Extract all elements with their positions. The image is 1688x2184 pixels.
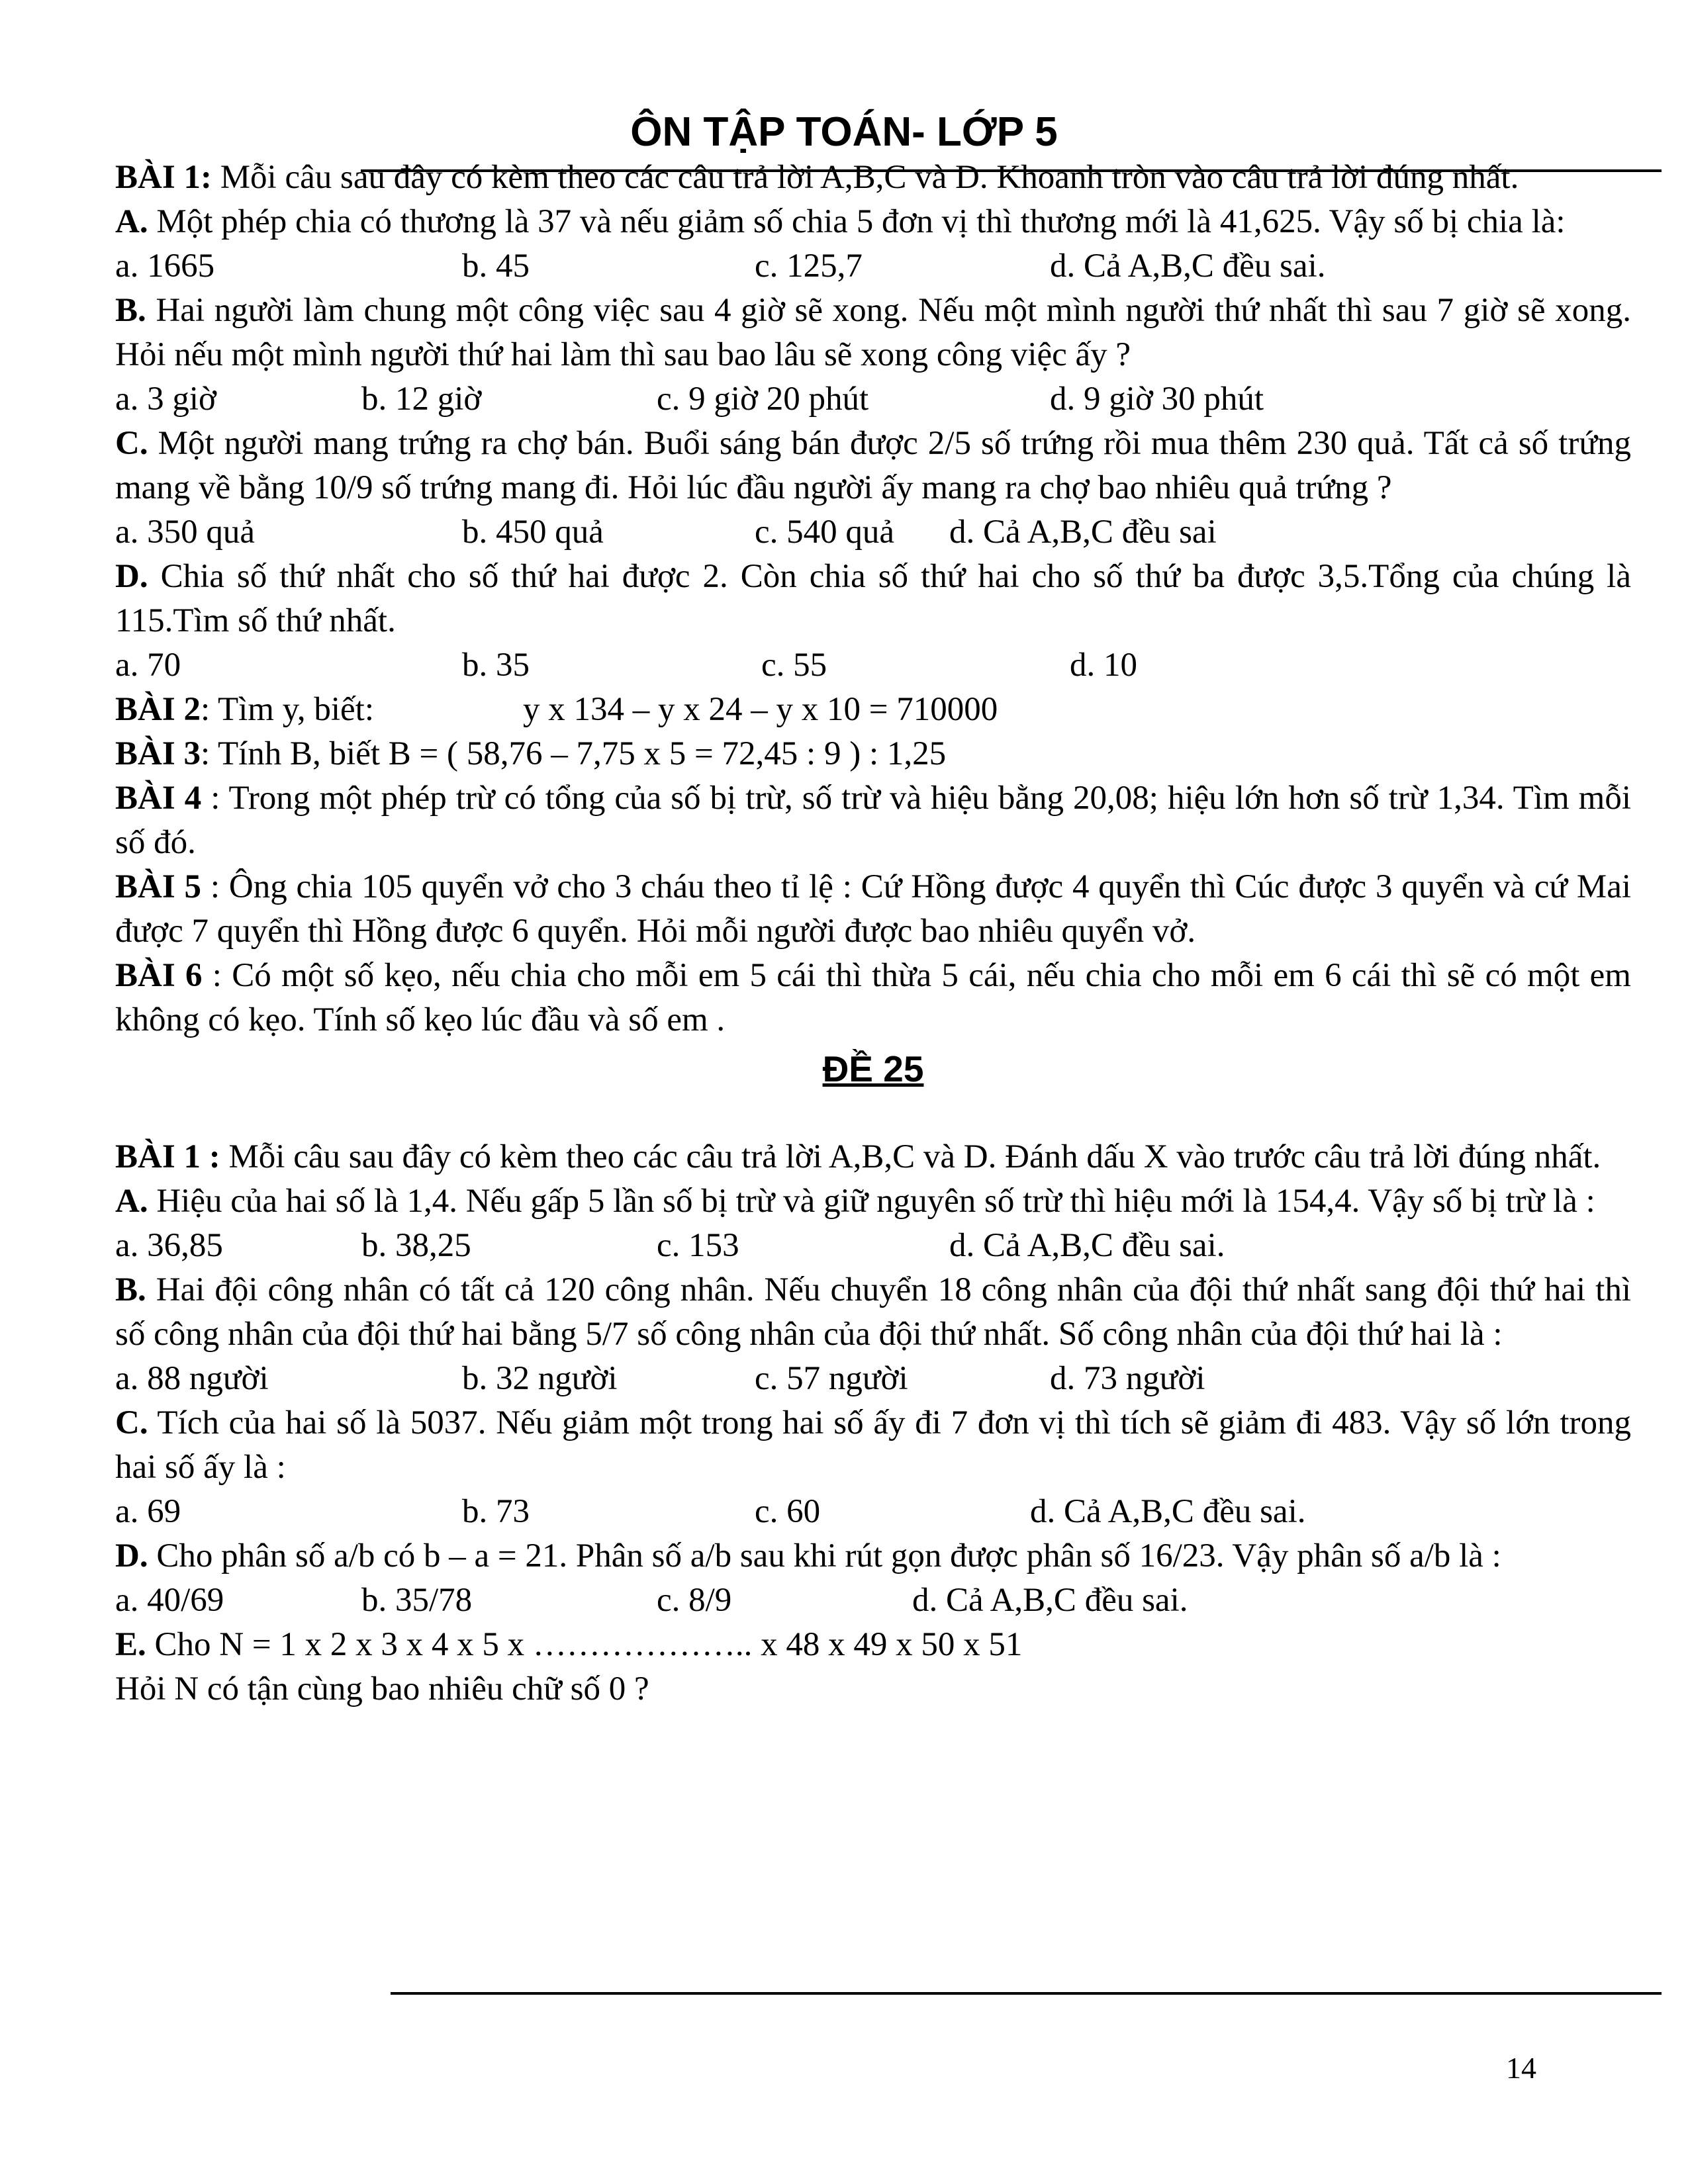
exercise-1-de25 — [115, 1135, 1631, 1179]
option-c: c. 60 — [755, 1493, 821, 1530]
option-c: c. 125,7 — [755, 248, 863, 285]
question-text: Chia số thứ nhất cho số thứ hai được 2. Còn chia số thứ hai cho số thứ ba được 3,5.Tổng của chúng là 115.Tìm số thứ nhất. — [115, 558, 1631, 639]
question-label: C. — [115, 1404, 148, 1441]
question-text: Hiệu của hai số là 1,4. Nếu gấp 5 lần số bị trừ và giữ nguyên số trừ thì hiệu mới là 154,4. Vậy số bị trừ là : — [148, 1183, 1595, 1220]
question-b — [115, 289, 1631, 377]
section-title: ĐỀ 25 — [822, 1048, 924, 1089]
option-a: a. 1665 — [115, 248, 215, 285]
option-a: a. 3 giờ — [115, 381, 217, 418]
option-c: c. 540 quả — [755, 514, 895, 551]
question-b — [115, 1268, 1631, 1357]
exercise-label: BÀI 4 — [115, 780, 202, 817]
option-c: c. 55 — [761, 647, 827, 684]
question-c — [115, 1401, 1631, 1490]
question-label: A. — [115, 203, 148, 240]
question-c — [115, 422, 1631, 510]
options-row — [115, 1490, 1631, 1534]
exercise-text: : Trong một phép trừ có tổng của số bị trừ, số trừ và hiệu bằng 20,08; hiệu lớn hơn số trừ 1,34. Tìm mỗi số đó. — [115, 780, 1631, 861]
option-b: b. 38,25 — [361, 1227, 471, 1264]
question-text: Tích của hai số là 5037. Nếu giảm một trong hai số ấy đi 7 đơn vị thì tích sẽ giảm đi 483. Vậy số lớn trong hai số ấy là : — [115, 1404, 1631, 1486]
option-b: b. 45 — [462, 248, 530, 285]
exercise-text: Mỗi câu sau đây có kèm theo các câu trả lời A,B,C và D. Đánh dấu X vào trước câu trả lời đúng nhất. — [220, 1138, 1601, 1175]
page-number: 14 — [1506, 2051, 1536, 2085]
exercise-label: BÀI 6 — [115, 957, 203, 994]
exercise-label: BÀI 5 — [115, 868, 202, 905]
option-b: b. 450 quả — [462, 514, 604, 551]
option-c: c. 57 người — [755, 1360, 908, 1397]
option-d: d. 10 — [1070, 647, 1137, 684]
question-text: Một người mang trứng ra chợ bán. Buổi sáng bán được 2/5 số trứng rồi mua thêm 230 quả. Tất cả số trứng mang về bằng 10/9 số trứng mang đi. Hỏi lúc đầu người ấy mang ra chợ bao nhiêu quả trứng ? — [115, 425, 1631, 506]
footer-rule — [391, 1992, 1662, 1995]
exercise-label: BÀI 2 — [115, 691, 201, 728]
option-a: a. 36,85 — [115, 1227, 223, 1264]
option-c: c. 8/9 — [657, 1582, 732, 1619]
exercise-3 — [115, 732, 1631, 776]
question-label: B. — [115, 1271, 146, 1308]
exercise-1 — [115, 156, 1631, 200]
option-c: c. 9 giờ 20 phút — [657, 381, 869, 418]
options-row — [115, 244, 1631, 289]
option-d: d. Cả A,B,C đều sai — [949, 514, 1217, 551]
exercise-4 — [115, 776, 1631, 865]
exercise-5 — [115, 865, 1631, 954]
option-b: b. 32 người — [462, 1360, 618, 1397]
option-a: a. 69 — [115, 1493, 181, 1530]
exercise-text: : Tìm y, biết: — [200, 691, 375, 728]
options-row — [115, 643, 1631, 688]
page-title: ÔN TẬP TOÁN- LỚP 5 — [630, 109, 1058, 155]
question-text: Một phép chia có thương là 37 và nếu giảm số chia 5 đơn vị thì thương mới là 41,625. Vậy số bị chia là: — [148, 203, 1566, 240]
equation: y x 134 – y x 24 – y x 10 = 710000 — [523, 691, 998, 728]
option-d: d. Cả A,B,C đều sai. — [949, 1227, 1225, 1264]
question-d — [115, 555, 1631, 643]
question-label: B. — [115, 292, 146, 329]
option-b: b. 35/78 — [361, 1582, 473, 1619]
question-label: D. — [115, 1537, 148, 1574]
exercise-label: BÀI 3 — [115, 735, 201, 772]
question-text: Hai đội công nhân có tất cả 120 công nhân. Nếu chuyển 18 công nhân của đội thứ nhất sang đội thứ hai thì số công nhân của đội thứ hai bằng 5/7 số công nhân của đội thứ nhất. Số công nhân của đội thứ hai là : — [115, 1271, 1631, 1353]
question-label: A. — [115, 1183, 148, 1220]
exercise-label: BÀI 1 : — [115, 1138, 220, 1175]
options-row — [115, 510, 1631, 555]
exercise-text: Mỗi câu sau đây có kèm theo các câu trả lời A,B,C và D. Khoanh tròn vào câu trả lời đúng nhất. — [211, 159, 1519, 196]
exercise-text: : Ông chia 105 quyển vở cho 3 cháu theo tỉ lệ : Cứ Hồng được 4 quyển thì Cúc được 3 quyển và cứ Mai được 7 quyển thì Hồng được 6 quyển. Hỏi mỗi người được bao nhiêu quyển vở. — [115, 868, 1631, 950]
exercise-2 — [115, 688, 1631, 732]
option-c: c. 153 — [657, 1227, 739, 1264]
options-row — [115, 377, 1631, 422]
question-a — [115, 1179, 1631, 1224]
options-row — [115, 1578, 1631, 1623]
option-b: b. 12 giờ — [361, 381, 482, 418]
question-text: Hai người làm chung một công việc sau 4 giờ sẽ xong. Nếu một mình người thứ nhất thì sau 7 giờ sẽ xong. Hỏi nếu một mình người thứ hai làm thì sau bao lâu sẽ xong công việc ấy ? — [115, 292, 1631, 373]
question-e — [115, 1623, 1631, 1667]
options-row — [115, 1224, 1631, 1268]
option-a: a. 350 quả — [115, 514, 256, 551]
options-row — [115, 1357, 1631, 1401]
option-d: d. Cả A,B,C đều sai. — [912, 1582, 1188, 1619]
option-d: d. Cả A,B,C đều sai. — [1050, 248, 1326, 285]
content — [115, 156, 1631, 1711]
exercise-label: BÀI 1: — [115, 159, 212, 196]
exercise-6 — [115, 954, 1631, 1042]
question-a — [115, 200, 1631, 244]
exercise-text: : Có một số kẹo, nếu chia cho mỗi em 5 cái thì thừa 5 cái, nếu chia cho mỗi em 6 cái thì sẽ có một em không có kẹo. Tính số kẹo lúc đầu và số em . — [115, 957, 1631, 1038]
question-label: E. — [115, 1626, 146, 1663]
question-d — [115, 1534, 1631, 1578]
option-d: d. 9 giờ 30 phút — [1050, 381, 1264, 418]
question-label: D. — [115, 558, 148, 595]
exercise-text: : Tính B, biết B = ( 58,76 – 7,75 x 5 = 72,45 : 9 ) : 1,25 — [200, 735, 947, 772]
option-b: b. 35 — [462, 647, 530, 684]
question-label: C. — [115, 425, 148, 462]
option-a: a. 88 người — [115, 1360, 269, 1397]
option-a: a. 40/69 — [115, 1582, 224, 1619]
question-followup: Hỏi N có tận cùng bao nhiêu chữ số 0 ? — [115, 1670, 649, 1707]
option-d: d. Cả A,B,C đều sai. — [1030, 1493, 1306, 1530]
option-b: b. 73 — [462, 1493, 530, 1530]
option-a: a. 70 — [115, 647, 181, 684]
question-text: Cho phân số a/b có b – a = 21. Phân số a/b sau khi rút gọn được phân số 16/23. Vậy phân số a/b là : — [148, 1537, 1501, 1574]
question-text: Cho N = 1 x 2 x 3 x 4 x 5 x ……………….. x 48 x 49 x 50 x 51 — [146, 1626, 1023, 1663]
option-d: d. 73 người — [1050, 1360, 1205, 1397]
